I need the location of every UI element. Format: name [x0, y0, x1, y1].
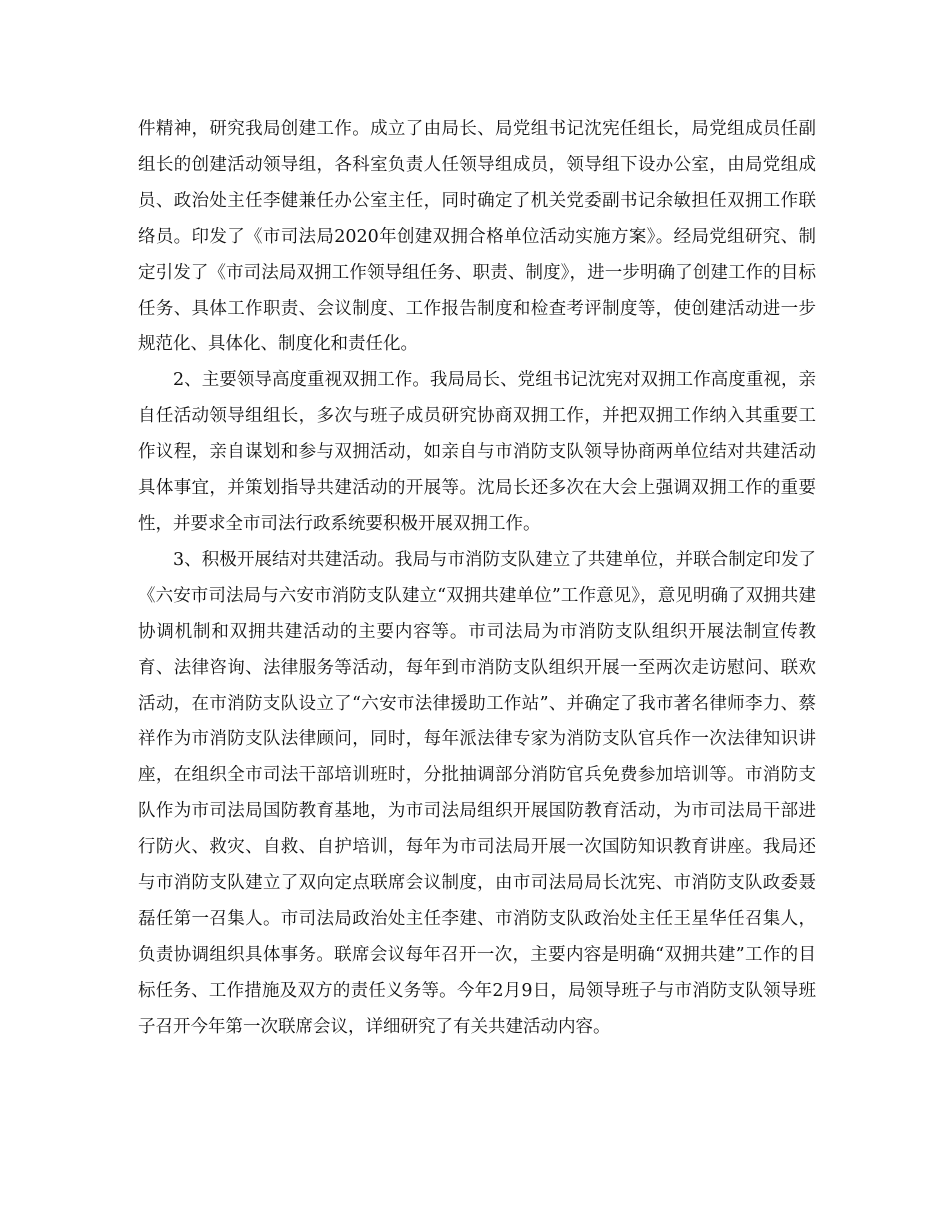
paragraph-3: 3、积极开展结对共建活动。我局与市消防支队建立了共建单位，并联合制定印发了《六安市司法局与六安市消防支队建立“双拥共建单位”工作意见》，意见明确了双拥共建协调机制和双拥共建活动的主要内容等。市司法局为市消防支队组织开展法制宣传教育、法律咨询、法律服务等活动，每年到市消防支队组织开展一至两次走访慰问、联欢活动，在市消防支队设立了“六安市法律援助工作站”、并确定了我市著名律师李力、蔡祥作为市消防支队法律顾问，同时，每年派法律专家为消防支队官兵作一次法律知识讲座，在组织全市司法干部培训班时，分批抽调部分消防官兵免费参加培训等。市消防支队作为市司法局国防教育基地，为市司法局组织开展国防教育活动，为市司法局干部进行防火、救灾、自救、自护培训，每年为市司法局开展一次国防知识教育讲座。我局还与市消防支队建立了双向定点联席会议制度，由市司法局局长沈宪、市消防支队政委聂磊任第一召集人。市司法局政治处主任李建、市消防支队政治处主任王星华任召集人，负责协调组织具体事务。联席会议每年召开一次，主要内容是明确“双拥共建”工作的目标任务、工作措施及双方的责任义务等。今年2月9日，局领导班子与市消防支队领导班子召开今年第一次联席会议，详细研究了有关共建活动内容。 — [138, 549, 816, 1037]
paragraph-1: 件精神，研究我局创建工作。成立了由局长、局党组书记沈宪任组长，局党组成员任副组长的创建活动领导组，各科室负责人任领导组成员，领导组下设办公室，由局党组成员、政治处主任李健兼任办公室主任，同时确定了机关党委副书记余敏担任双拥工作联络员。印发了《市司法局2020年创建双拥合格单位活动实施方案》。经局党组研究、制定引发了《市司法局双拥工作领导组任务、职责、制度》，进一步明确了创建工作的目标任务、具体工作职责、会议制度、工作报告制度和检查考评制度等，使创建活动进一步规范化、具体化、制度化和责任化。 — [138, 119, 816, 355]
document-body — [138, 112, 816, 1046]
paragraph-2: 2、主要领导高度重视双拥工作。我局局长、党组书记沈宪对双拥工作高度重视，亲自任活动领导组组长，多次与班子成员研究协商双拥工作，并把双拥工作纳入其重要工作议程，亲自谋划和参与双拥活动，如亲自与市消防支队领导协商两单位结对共建活动具体事宜，并策划指导共建活动的开展等。沈局长还多次在大会上强调双拥工作的重要性，并要求全市司法行政系统要积极开展双拥工作。 — [138, 370, 816, 534]
